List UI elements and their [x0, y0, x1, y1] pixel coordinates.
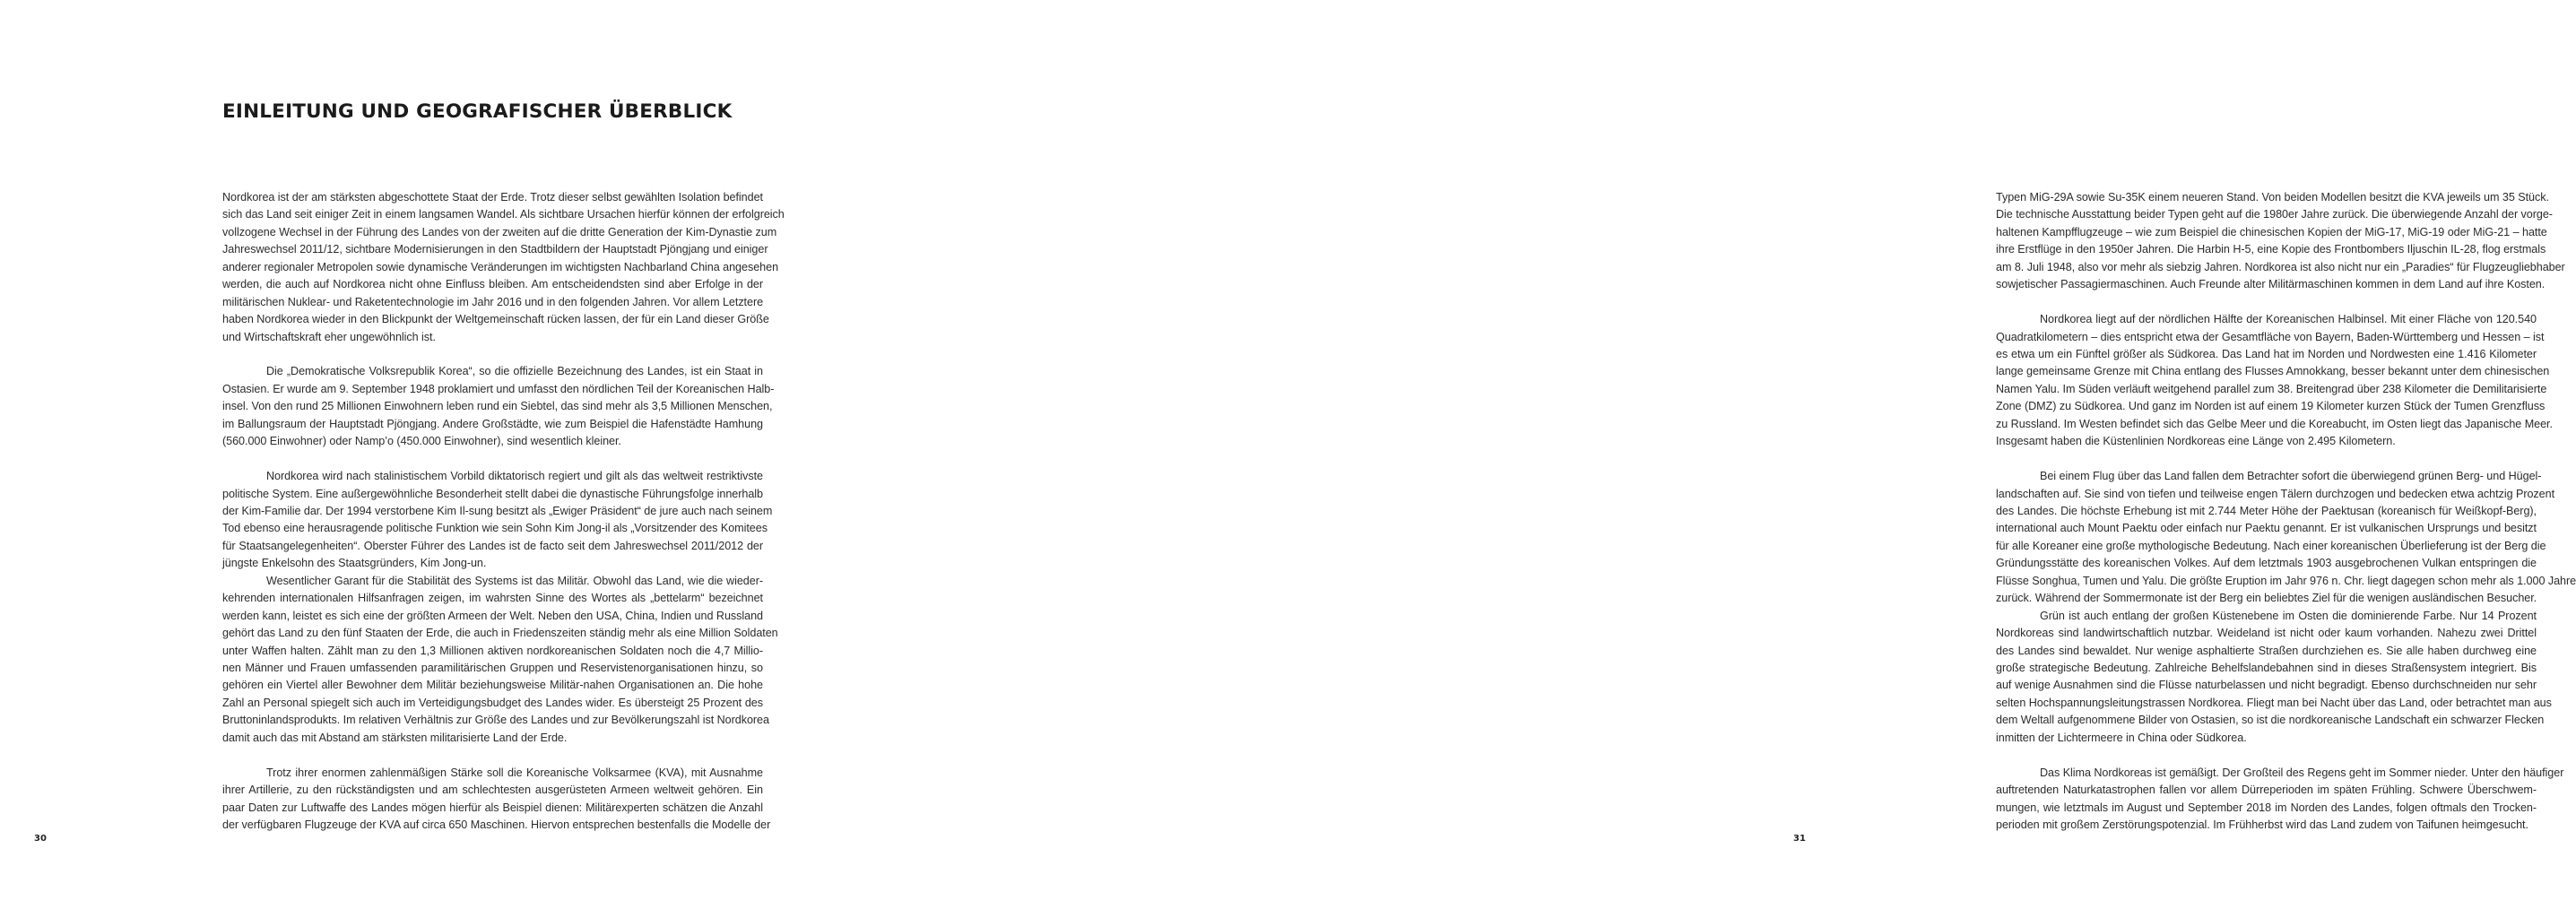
text-line: sowjetischer Passagiermaschinen. Auch Freunde alter Militärmaschinen kommen in dem Land auf ihre Kosten.: [1996, 278, 2546, 291]
text-line: mungen, wie letztmals im August und September 2018 im Norden des Landes, folgen oftmals den Trocken-: [1996, 801, 2537, 814]
text-line: (560.000 Einwohner) oder Namp’o (450.000 Einwohner), sind wesentlich kleiner.: [222, 435, 621, 448]
text-line: militärischen Nuklear- und Raketentechnologie im Jahr 2016 und in den folgenden Jahren. Vor allem Letztere: [222, 295, 764, 308]
text-line: Flüsse Songhua, Tumen und Yalu. Die größte Eruption im Jahr 976 n. Chr. liegt dagegen schon mehr als 1.000 Jahre: [1996, 574, 2576, 587]
text-line: landschaften auf. Sie sind von tiefen und teilweise engen Tälern durchzogen und bedecken etwa achtzig Prozent: [1996, 487, 2555, 500]
paragraph: [222, 189, 785, 346]
page-number-right: 31: [1793, 834, 1806, 844]
text-line: anderer regionaler Metropolen sowie dynamische Veränderungen im wichtigsten Nachbarland China angesehen: [222, 260, 779, 273]
text-line: jüngste Enkelsohn des Staatsgründers, Kim Jong-un.: [222, 557, 487, 570]
text-line: dem Weltall aufgenommene Bilder von Ostasien, so ist die nordkoreanische Landschaft ein schwarzer Flecken: [1996, 714, 2545, 727]
text-line: Nordkorea ist der am stärksten abgeschottete Staat der Erde. Trotz dieser selbst gewählten Isolation befindet: [222, 191, 763, 204]
text-line: insel. Von den rund 25 Millionen Einwohnern leben rund ein Siebtel, das sind mehr als 3,5 Millionen Menschen,: [222, 400, 773, 413]
text-line: für alle Koreaner eine große mythologische Bedeutung. Nach einer koreanischen Überlieferung ist der Berg die: [1996, 539, 2546, 552]
text-line: der verfügbaren Flugzeuge der KVA auf circa 650 Maschinen. Hiervon entsprechen bestenfalls die Modelle der: [222, 818, 771, 831]
text-line: auf wenige Ausnahmen sind die Flüsse naturbelassen und nicht begradigt. Ebenso durchschneiden nur sehr: [1996, 679, 2537, 692]
text-line: Nordkoreas sind landwirtschaftlich nutzbar. Weideland ist nicht oder kaum vorhanden. Nahezu zwei Drittel: [1996, 627, 2537, 640]
text-line: Gründungsstätte des koreanischen Volkes. Auf dem letztmals 1903 ausgebrochenen Vulkan entspringen die: [1996, 557, 2537, 570]
text-line: gehören ein Viertel aller Bewohner dem Militär beziehungsweise Militär-nahen Organisationen an. Die hohe: [222, 679, 763, 692]
text-line: werden, die auch auf Nordkorea nicht ohne Einfluss bleiben. Am entscheidendsten sind aber Erfolge in der: [222, 278, 763, 291]
text-line: Insgesamt haben die Küstenlinien Nordkoreas eine Länge von 2.495 Kilometern.: [1996, 435, 2396, 448]
right-page: [918, 0, 2576, 918]
text-line: Namen Yalu. Im Süden verläuft weitgehend parallel zum 38. Breitengrad über 238 Kilometer die Demilitarisierte: [1996, 382, 2547, 395]
page-number-left: 30: [34, 834, 47, 844]
text-line: am 8. Juli 1948, also vor mehr als siebzig Jahren. Nordkorea ist also nicht nur ein „Paradies“ für Flugzeugliebhaber: [1996, 260, 2565, 273]
text-line: haben Nordkorea wieder in den Blickpunkt der Weltgemeinschaft rücken lassen, der für ein Land dieser Größe: [222, 313, 769, 326]
text-line: nen Männer und Frauen umfassenden paramilitärischen Gruppen und Reservistenorganisationen hinzu, so: [222, 661, 763, 674]
text-line: Nordkorea wird nach stalinistischem Vorbild diktatorisch regiert und gilt als das weltweit restriktivste: [266, 470, 763, 483]
text-line: des Landes sind bewaldet. Nur wenige asphaltierte Straßen durchziehen es. Sie alle haben durchweg eine: [1996, 644, 2537, 657]
text-line: Zahl an Personal spiegelt sich auch im Verteidigungsbudget des Landes wider. Es übersteigt 25 Prozent des: [222, 696, 763, 709]
text-line: werden kann, leistet es sich eine der größten Armeen der Welt. Neben den USA, China, Indien und Russland: [222, 609, 763, 622]
text-line: Die technische Ausstattung beider Typen geht auf die 1980er Jahre zurück. Die überwiegende Anzahl der vorge-: [1996, 208, 2553, 221]
text-line: kehrenden internationalen Hilfsanfragen zeigen, im wahrsten Sinne des Wortes als „bettelarm“ bezeichnet: [222, 592, 763, 605]
paragraph: [1996, 468, 2576, 608]
text-line: große strategische Bedeutung. Zahlreiche Behelfslandebahnen sind in dieses Straßensystem integriert. Bis: [1996, 661, 2537, 674]
chapter-heading: EINLEITUNG UND GEOGRAFISCHER ÜBERBLICK: [222, 100, 733, 123]
text-line: es etwa um ein Fünftel größer als Südkorea. Das Land hat im Norden und Nordwesten eine 1.416 Kilometer: [1996, 348, 2537, 360]
text-line: perioden mit großem Zerstörungspotenzial. Im Frühherbst wird das Land zudem von Taifunen heimgesucht.: [1996, 818, 2528, 831]
text-line: zu Russland. Im Westen befindet sich das Gelbe Meer und die Koreabucht, im Osten liegt das Japanische Meer.: [1996, 417, 2553, 430]
text-line: Ostasien. Er wurde am 9. September 1948 proklamiert und umfasst den nördlichen Teil der Koreanischen Halb-: [222, 382, 775, 395]
text-line: Quadratkilometern – dies entspricht etwa der Gesamtfläche von Bayern, Baden-Württemberg und Hessen – ist: [1996, 330, 2545, 343]
paragraph: [222, 468, 773, 573]
text-line: inmitten der Lichtermeere in China oder Südkorea.: [1996, 731, 2247, 744]
text-line: damit auch das mit Abstand am stärksten militarisierte Land der Erde.: [222, 731, 568, 744]
text-line: Bei einem Flug über das Land fallen dem Betrachter sofort die überwiegend grünen Berg- und Hügel-: [2040, 470, 2542, 483]
paragraph: [222, 765, 771, 835]
text-line: politische System. Eine außergewöhnliche Besonderheit stellt dabei die dynastische Führungsfolge innerhalb: [222, 487, 763, 500]
text-line: der Kim-Familie dar. Der 1994 verstorbene Kim Il-sung besitzt als „Ewiger Präsident“ de jure auch nach seinem: [222, 505, 773, 517]
text-line: Typen MiG-29A sowie Su-35K einem neueren Stand. Von beiden Modellen besitzt die KVA jeweils um 35 Stück.: [1996, 191, 2549, 204]
text-line: für Staatsangelegenheiten“. Oberster Führer des Landes ist de facto seit dem Jahreswechsel 2011/2012 der: [222, 539, 763, 552]
text-line: Jahreswechsel 2011/12, sichtbare Modernisierungen in den Stadtbildern der Hauptstadt Pjöngjang und einiger: [222, 243, 768, 256]
text-line: haltenen Kampfflugzeuge – wie zum Beispiel die chinesischen Kopien der MiG-17, MiG-19 oder MiG-21 – hatte: [1996, 225, 2547, 238]
left-page: [0, 0, 918, 918]
left-text-column: [222, 189, 785, 852]
text-line: Tod ebenso eine herausragende politische Funktion wie sein Sohn Kim Jong-il als „Vorsitzender des Komitees: [222, 522, 768, 535]
text-line: vollzogene Wechsel in der Führung des Landes von der zweiten auf die dritte Generation der Kim-Dynastie zum: [222, 225, 777, 238]
paragraph: [222, 573, 778, 747]
right-text-column: [1996, 189, 2576, 852]
paragraph: [1996, 608, 2552, 748]
text-line: Bruttoninlandsprodukts. Im relativen Verhältnis zur Größe des Landes und zur Bevölkerungszahl ist Nordkorea: [222, 714, 769, 727]
paragraph: [1996, 189, 2565, 294]
text-line: unter Waffen halten. Zählt man zu den 1,3 Millionen aktiven nordkoreanischen Soldaten noch die 4,7 Millio-: [222, 644, 763, 657]
text-line: sich das Land seit einiger Zeit in einem langsamen Wandel. Als sichtbare Ursachen hierfür können der erfolgreich: [222, 208, 785, 221]
text-line: Nordkorea liegt auf der nördlichen Hälfte der Koreanischen Halbinsel. Mit einer Fläche von 120.540: [2040, 313, 2537, 326]
text-line: Grün ist auch entlang der großen Küstenebene im Osten die dominierende Farbe. Nur 14 Prozent: [2040, 609, 2537, 622]
text-line: gehört das Land zu den fünf Staaten der Erde, die auch in Friedenszeiten ständig mehr als eine Million Soldaten: [222, 627, 778, 640]
text-line: lange gemeinsame Grenze mit China entlang des Flusses Amnokkang, besser bekannt unter dem chinesischen: [1996, 365, 2550, 378]
paragraph: [222, 363, 775, 450]
text-line: auftretenden Naturkatastrophen fallen vor allem Dürreperioden im späten Frühling. Schwere Überschwem-: [1996, 784, 2537, 797]
text-line: selten Hochspannungsleitungstrassen Nordkorea. Fliegt man bei Nacht über das Land, oder betrachtet man aus: [1996, 696, 2552, 709]
text-line: Zone (DMZ) zu Südkorea. Und ganz im Norden ist auf einem 19 Kilometer kurzen Stück der Tumen Grenzfluss: [1996, 400, 2546, 413]
text-line: zurück. Während der Sommermonate ist der Berg ein beliebtes Ziel für die wenigen ausländischen Besucher.: [1996, 592, 2537, 605]
text-line: international auch Mount Paektu oder einfach nur Paektu genannt. Er ist vulkanischen Ursprungs und besitzt: [1996, 522, 2537, 535]
paragraph: [1996, 311, 2553, 451]
text-line: Trotz ihrer enormen zahlenmäßigen Stärke soll die Koreanische Volksarmee (KVA), mit Ausnahme: [266, 766, 763, 779]
text-line: des Landes. Die höchste Erhebung ist mit 2.744 Meter Höhe der Paektusan (koreanisch für Weißkopf-Berg),: [1996, 505, 2537, 517]
text-line: im Ballungsraum der Hauptstadt Pjöngjang. Andere Großstädte, wie zum Beispiel die Hafenstädte Hamhung: [222, 417, 763, 430]
text-line: Wesentlicher Garant für die Stabilität des Systems ist das Militär. Obwohl das Land, wie die wieder-: [266, 574, 763, 587]
text-line: Die „Demokratische Volksrepublik Korea“, so die offizielle Bezeichnung des Landes, ist ein Staat in: [266, 365, 763, 378]
text-line: und Wirtschaftskraft eher ungewöhnlich ist.: [222, 330, 436, 343]
text-line: Das Klima Nordkoreas ist gemäßigt. Der Großteil des Regens geht im Sommer nieder. Unter den häufiger: [2040, 766, 2564, 779]
paragraph: [1996, 765, 2564, 835]
text-line: ihrer Artillerie, zu den rückständigsten und am schlechtesten ausgerüsteten Armeen weltweit gehören. Ein: [222, 784, 763, 797]
text-line: ihre Erstflüge in den 1950er Jahren. Die Harbin H-5, eine Kopie des Frontbombers Iljuschin IL-28, flog erstmals: [1996, 243, 2546, 256]
text-line: paar Daten zur Luftwaffe des Landes mögen hierfür als Beispiel dienen: Militärexperten schätzen die Anzahl: [222, 801, 763, 814]
